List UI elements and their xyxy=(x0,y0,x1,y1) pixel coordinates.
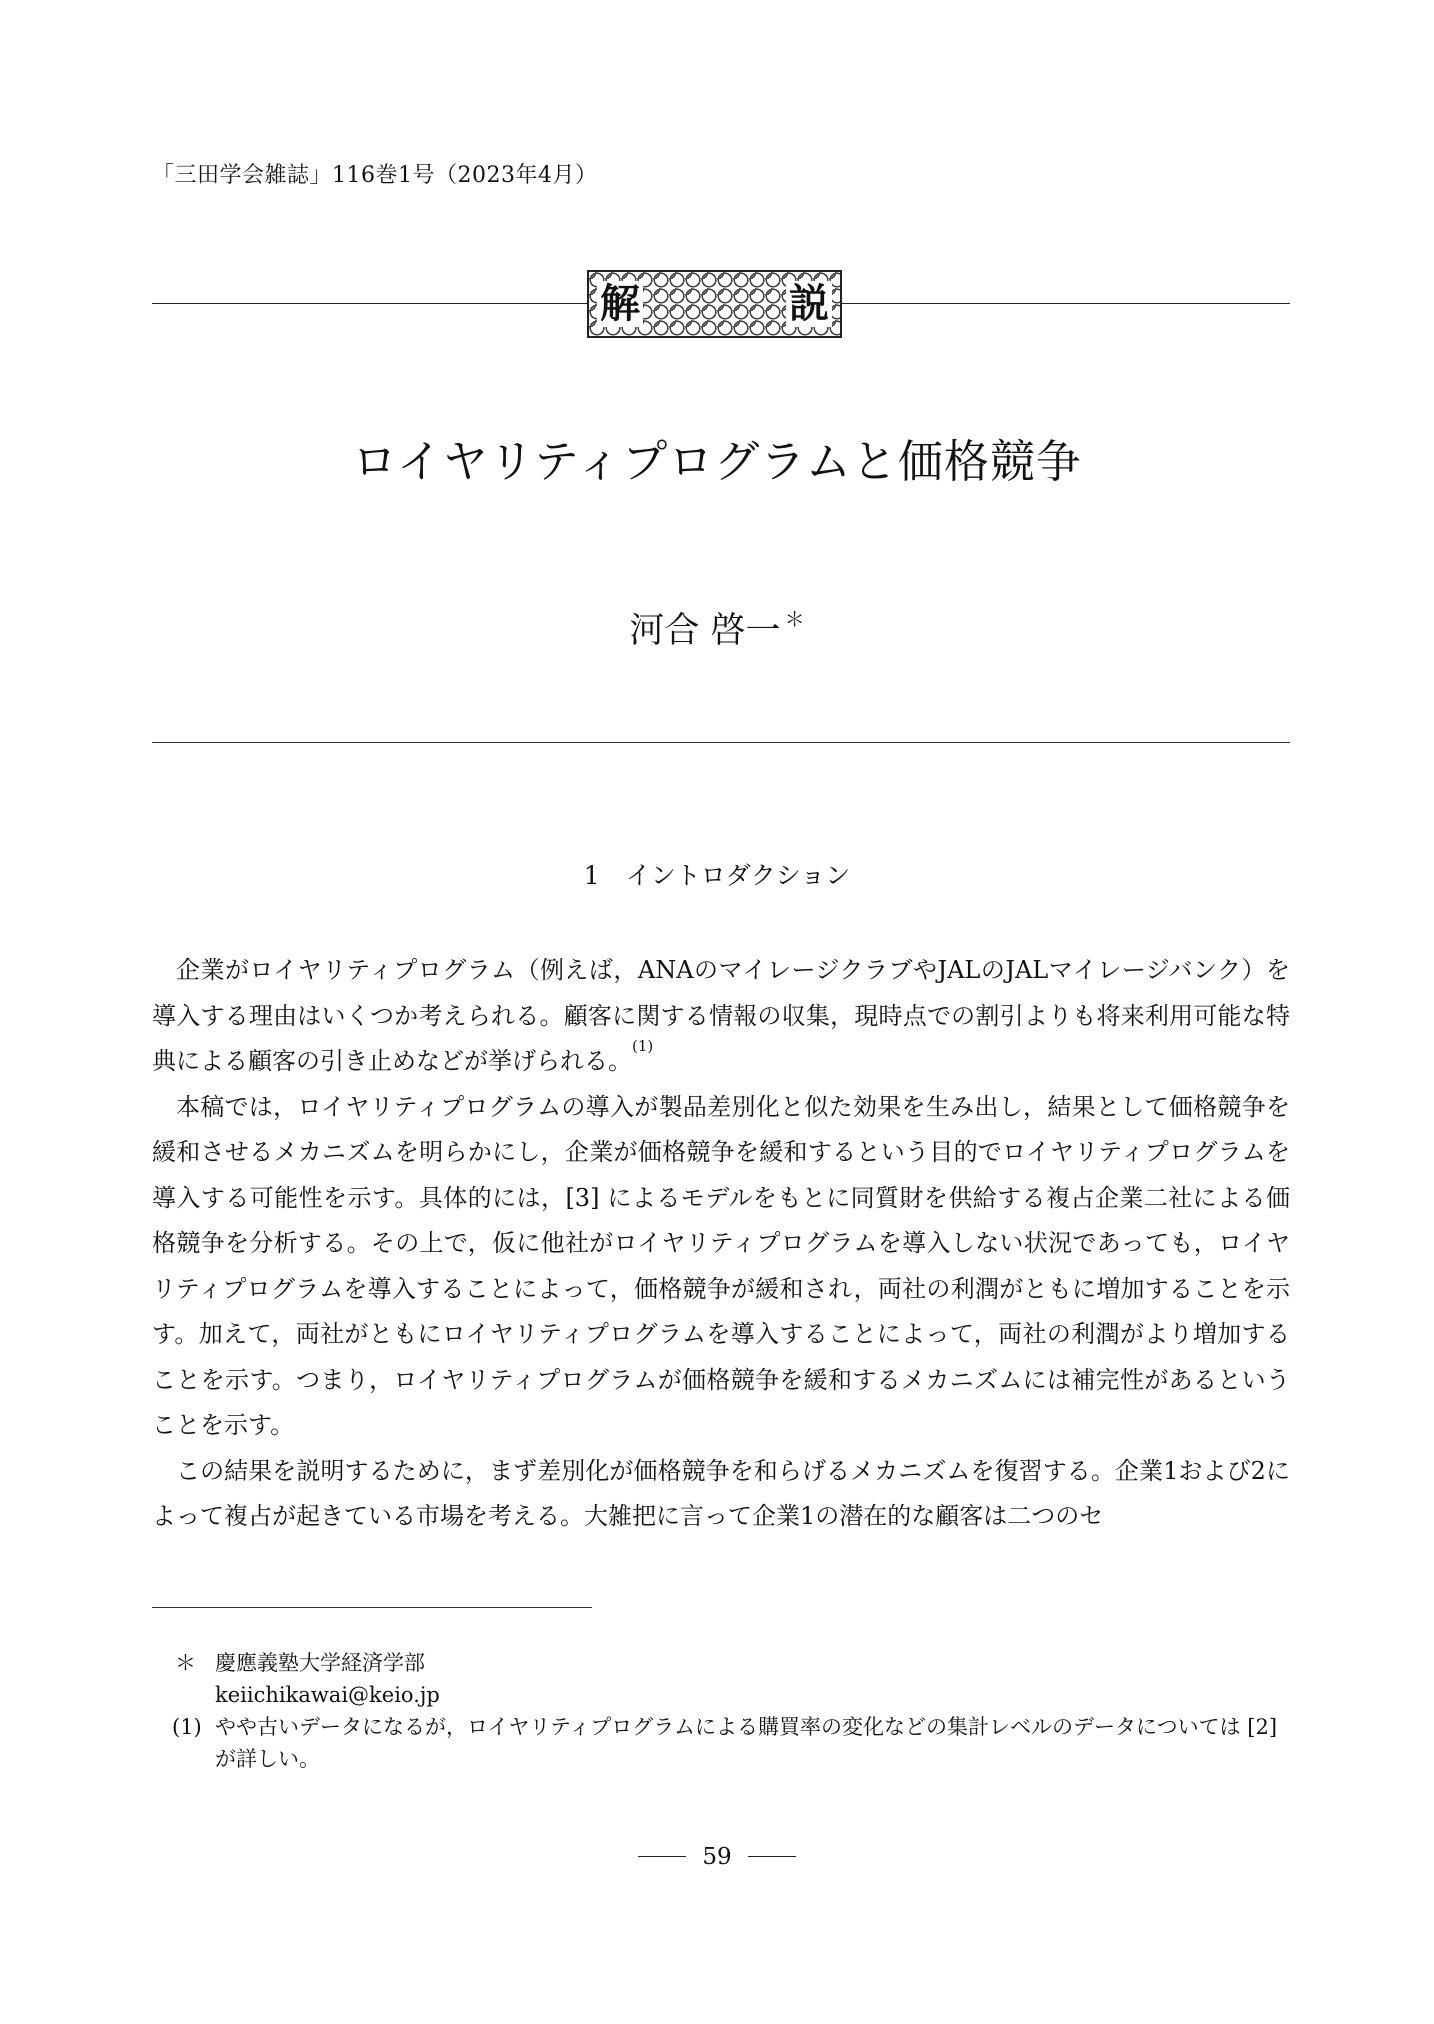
body-text xyxy=(152,948,1290,1540)
author-name: 河合 啓一 xyxy=(629,611,781,651)
footnote-affiliation: 慶應義塾大学経済学部 xyxy=(215,1651,425,1675)
genre-label-char-2: 説 xyxy=(786,281,832,327)
journal-citation: 「三田学会雑誌」116巻1号（2023年4月） xyxy=(152,163,598,188)
folio-dash-left xyxy=(638,1856,686,1857)
page-number: 59 xyxy=(702,1844,732,1870)
page-number-line xyxy=(0,1844,1434,1870)
footnote-1 xyxy=(172,1711,1290,1775)
footnote-1-text: やや古いデータになるが，ロイヤリティプログラムによる購買率の変化などの集計レベルのデータについては [2] が詳しい。 xyxy=(215,1715,1278,1771)
section-title: イントロダクション xyxy=(625,861,851,890)
footnote-1-mark: (1) xyxy=(172,1715,202,1739)
section-number: 1 xyxy=(583,861,600,890)
footnotes xyxy=(172,1647,1290,1775)
header-rule xyxy=(152,742,1290,743)
section-heading xyxy=(0,856,1434,892)
footnote-star-mark: ＊ xyxy=(175,1651,196,1675)
author-line xyxy=(0,603,1434,653)
paragraph-1 xyxy=(152,948,1290,1085)
footnote-rule xyxy=(152,1607,592,1608)
footnote-ref-1: (1) xyxy=(632,1037,654,1055)
genre-label-char-1: 解 xyxy=(597,281,643,327)
paragraph-2: 本稿では，ロイヤリティプログラムの導入が製品差別化と似た効果を生み出し，結果として価格競争を緩和させるメカニズムを明らかにし，企業が価格競争を緩和するという目的でロイヤリティプログラムを導入する可能性を示す。具体的には，[3] によるモデルをもとに同質財を供給する複占企業二社による価格競争を分析する。その上で，仮に他社がロイヤリティプログラムを導入しない状況であっても，ロイヤリティプログラムを導入することによって，価格競争が緩和され，両社の利潤がともに増加することを示す。加えて，両社がともにロイヤリティプログラムを導入することによって，両社の利潤がより増加することを示す。つまり，ロイヤリティプログラムが価格競争を緩和するメカニズムには補完性があるということを示す。 xyxy=(152,1092,1290,1439)
author-footnote-mark: ＊ xyxy=(784,607,805,631)
footnote-email: keiichikawai@keio.jp xyxy=(215,1683,440,1707)
paragraph-1-text: 企業がロイヤリティプログラム（例えば，ANAのマイレージクラブやJALのJALマイレージバンク）を導入する理由はいくつか考えられる。顧客に関する情報の収集，現時点での割引よりも将来利用可能な特典による顧客の引き止めなどが挙げられる。 xyxy=(152,956,1290,1075)
article-title: ロイヤリティプログラムと価格競争 xyxy=(352,435,1082,488)
genre-label-box xyxy=(587,270,842,338)
footnote-author xyxy=(175,1647,1290,1711)
paragraph-3: この結果を説明するために，まず差別化が価格競争を和らげるメカニズムを復習する。企業1および2によって複占が起きている市場を考える。大雑把に言って企業1の潜在的な顧客は二つのセ xyxy=(152,1456,1290,1530)
folio-dash-right xyxy=(748,1856,796,1857)
